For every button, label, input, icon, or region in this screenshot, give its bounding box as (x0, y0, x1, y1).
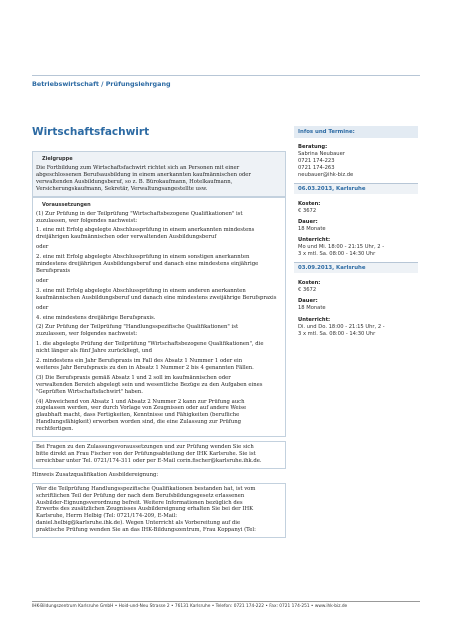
text-line: oder (36, 277, 49, 284)
text-line: bitte direkt an Frau Fischer von der Prüfungsabteilung der IHK Karlsruhe. Sie ist (36, 451, 256, 457)
duration-label: Dauer: (298, 298, 318, 305)
text-line: erreichbar unter Tel. 0721/174-311 oder per E-Mail corin.fischer@karlsruhe.ihk.de. (36, 457, 262, 464)
advisor-name: Sabrina Neubauer (298, 151, 345, 157)
text-line: (3) Die Berufspraxis gemäß Absatz 1 und 2 soll im kaufmännischen oder (36, 374, 231, 381)
duration-value: 18 Monate (298, 225, 326, 232)
requirements-box (32, 197, 286, 437)
schedule-line: Di. und Do. 18:00 - 21:15 Uhr, 2 - (298, 324, 385, 331)
hint-box (32, 483, 286, 538)
advisor-block (294, 138, 418, 179)
schedule-label: Unterricht: (298, 317, 331, 324)
cost-label: Kosten: (298, 280, 321, 287)
text-line: weiteres Jahr Berufspraxis zu den in Absatz 1 Nummer 2 bis 4 genannten Fällen. (36, 364, 254, 371)
cost-value: € 3672 (298, 287, 317, 294)
text-line: oder (36, 244, 49, 251)
text-line: 4. eine mindestens dreijährige Berufspraxis. (36, 314, 156, 321)
course-date: 06.03.2013, Karlsruhe (294, 184, 418, 194)
text-line: daniel.helbig@karlsruhe.ihk.de). Wegen Unterricht als Vorbereitung auf die (36, 520, 241, 527)
info-sidebar (294, 126, 418, 338)
text-line: kaufmännischen Ausbildungsberuf und danach eine mindestens zweijährige Berufspraxis (36, 294, 277, 301)
schedule-value (298, 324, 414, 338)
text-line: zuzulassen, wer folgendes nachweist: (36, 331, 138, 338)
text-line: Karlsruhe, Herrn Helbig (Tel: 0721/174-209, E-Mail: (36, 513, 178, 520)
text-line: zuzulassen, wer folgendes nachweist: (36, 217, 138, 224)
schedule-line: 3 x mtl. Sa. 08:00 - 14:30 Uhr (298, 330, 376, 337)
target-group-box (32, 151, 286, 197)
sidebar-heading: Infos und Termine: (294, 126, 418, 138)
text-line: abgeschlossenen Berufsausbildung in einem anerkannten kaufmännischen oder (36, 171, 251, 178)
text-line: schriftlichen Teil der Prüfung der nach dem Berufsbildungsgesetz erlassenen (36, 492, 245, 499)
text-line: 3. eine mit Erfolg abgelegte Abschlussprüfung in einem anderen anerkannten (36, 287, 246, 294)
text-line: zugelassen werden, wer durch Vorlage von Zeugnissen oder auf andere Weise (36, 405, 247, 412)
contact-box (32, 441, 286, 469)
text-line: verwaltenden Ausbildungsberuf, so z. B. Bürokaufmann, Hotelkaufmann, (36, 178, 233, 185)
duration-value: 18 Monate (298, 305, 326, 312)
duration-label: Dauer: (298, 218, 318, 225)
hint-section (32, 472, 286, 538)
text-line: (4) Abweichend von Absatz 1 und Absatz 2 Nummer 2 kann zur Prüfung auch (36, 398, 245, 405)
text-line: mindestens dreijährigen Ausbildungsberuf und danach eine mindestens einjährige (36, 261, 259, 268)
course-date: 03.09.2013, Karlsruhe (294, 263, 418, 273)
target-group-text (36, 165, 282, 193)
text-line: (1) Zur Prüfung in der Teilprüfung "Wirtschaftsbezogene Qualifikationen" ist (36, 210, 243, 217)
text-line: Ausbilder-Eignungsverordnung befreit. Weitere Informationen bezüglich des (36, 499, 243, 506)
text-line: dreijährigen kaufmännischen oder verwaltenden Ausbildungsberuf (36, 234, 217, 241)
text-line: Berufspraxis (36, 267, 71, 274)
page-title: Wirtschaftsfachwirt (32, 126, 150, 138)
text-line: Wer die Teilprüfung Handlungsspezifische Qualifikationen bestanden hat, ist vom (36, 485, 256, 492)
course-details (294, 194, 418, 259)
requirements-label: Voraussetzungen (42, 201, 91, 208)
text-line: "Geprüften Wirtschaftsfachwirt" haben. (36, 388, 143, 395)
schedule-value (298, 244, 414, 258)
advisor-phone: 0721 174-223 (298, 157, 335, 164)
schedule-line: 3 x mtl. Sa. 08:00 - 14:30 Uhr (298, 251, 376, 258)
target-group-label: Zielgruppe (42, 156, 73, 162)
hint-label: Hinweis Zusatzqualifikation Ausbildereignung: (32, 471, 159, 478)
page-footer: IHK-Bildungszentrum Karlsruhe GmbH • Hoid-und-Neu Strasse 2 • 76131 Karlsruhe • Telefon: 0721 174-222 • Fax: 0721 174-251 • www.ihk-biz.de (32, 604, 348, 609)
text-line: 1. die abgelegte Prüfung der Teilprüfung "Wirtschaftsbezogene Qualifikationen", die (36, 341, 264, 348)
advisor-details (298, 151, 414, 179)
cost-value: € 3672 (298, 207, 317, 214)
contact-text (36, 444, 282, 465)
text-line: glaubhaft macht, dass Fertigkeiten, Kenntnisse und Fähigkeiten (berufliche (36, 412, 240, 419)
course-details (294, 273, 418, 338)
text-line: 1. eine mit Erfolg abgelegte Abschlussprüfung in einem anerkannten mindestens (36, 227, 255, 234)
main-content (32, 126, 286, 538)
requirements-text (36, 211, 282, 433)
schedule-label: Unterricht: (298, 237, 331, 244)
text-line: 2. eine mit Erfolg abgelegte Abschlussprüfung in einem sonstigen anerkannten (36, 254, 250, 261)
text-line: 2. mindestens ein Jahr Berufspraxis im Fall des Absatz 1 Nummer 1 oder ein (36, 358, 243, 365)
breadcrumb: Betriebswirtschaft / Prüfungslehrgang (32, 80, 171, 88)
text-line: (2) Zur Prüfung der Teilprüfung "Handlungsspezifische Qualifikationen" ist (36, 324, 239, 331)
text-line: praktische Prüfung wenden Sie an das IHK-Bildungszentrum, Frau Koppanyi (Tel: (36, 527, 256, 534)
text-line: rechtfertigen. (36, 426, 74, 433)
text-line: Erwerbs des zusätzlichen Zeugnisses Ausbildereignung erhalten Sie bei der IHK (36, 506, 254, 513)
schedule-line: Mo und Mi. 18:00 - 21:15 Uhr, 2 - (298, 244, 385, 251)
text-line: Versicherungskaufmann, Sekretär, Verwaltungsangestellte usw. (36, 185, 208, 192)
text-line: oder (36, 304, 49, 311)
footer-divider (32, 601, 420, 602)
text-line: Die Fortbildung zum Wirtschaftsfachwirt richtet sich an Personen mit einer (36, 165, 240, 171)
text-line: verwaltenden Bereich abgelegt sein und wesentliche Bezüge zu den Aufgaben eines (36, 381, 263, 388)
text-line: nicht länger als fünf Jahre zurückliegt, und (36, 348, 152, 355)
advisor-email[interactable]: neubauer@ihk-biz.de (298, 171, 354, 178)
text-line: Bei Fragen zu den Zulassungsvoraussetzungen und zur Prüfung wenden Sie sich (36, 444, 254, 451)
advisor-fax: 0721 174-263 (298, 164, 335, 171)
header-divider (32, 75, 420, 76)
cost-label: Kosten: (298, 200, 321, 207)
advisor-label: Beratung: (298, 144, 328, 150)
text-line: Handlungsfähigkeit) erworben worden sind, die eine Zulassung zur Prüfung (36, 419, 242, 426)
